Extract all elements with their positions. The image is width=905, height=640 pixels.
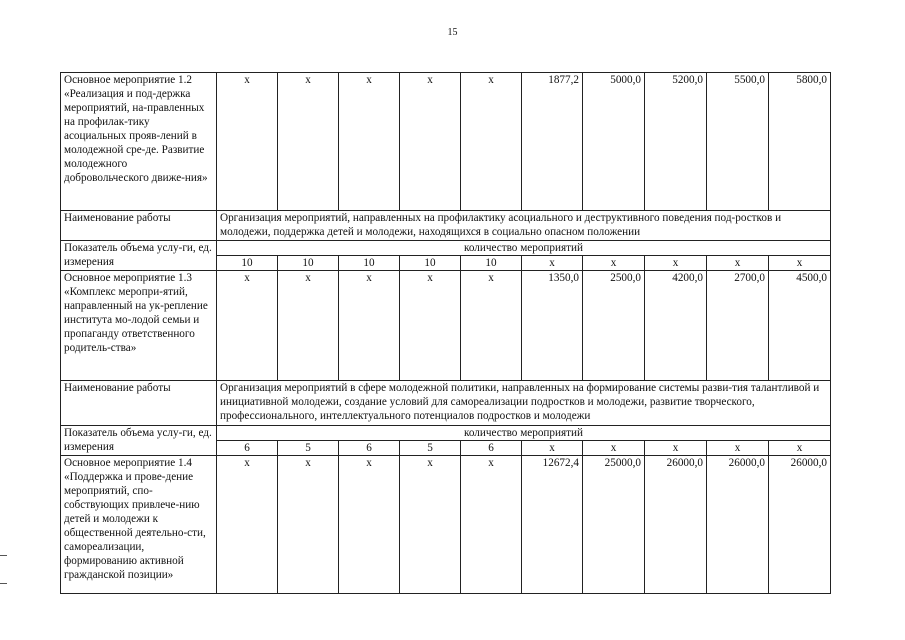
table-row: [61, 73, 831, 211]
indicator-label: Показатель объема услу-ги, ед. измерения: [61, 426, 217, 456]
amount-cell: 2700,0: [707, 271, 769, 381]
page-number: 15: [447, 27, 458, 38]
x-cell: х: [461, 456, 522, 594]
x-cell: х: [645, 256, 707, 271]
x-cell: х: [339, 456, 400, 594]
amount-cell: 5200,0: [645, 73, 707, 211]
x-cell: х: [400, 73, 461, 211]
x-cell: х: [400, 271, 461, 381]
amount-cell: 2500,0: [583, 271, 645, 381]
event-1-3-title: Основное мероприятие 1.3 «Комплекс меропри-ятий, направленный на ук-репление института мо-лодой семьи и пропаганду ответственного родитель-ства»: [61, 271, 217, 381]
table-row: [61, 381, 831, 426]
x-cell: х: [400, 456, 461, 594]
work-description: Организация мероприятий в сфере молодежной политики, направленных на формирование системы разви-тия талантливой и инициативной молодежи, создание условий для самореализации подростков и молодежи, развитие творческого, профессионального, интеллектуального потенциалов подростков и молодежи: [217, 381, 831, 426]
work-description: Организация мероприятий, направленных на профилактику асоциального и деструктивного поведения под-ростков и молодежи, поддержка детей и молодежи, находящихся в социально опасном положении: [217, 211, 831, 241]
x-cell: х: [217, 73, 278, 211]
x-cell: х: [217, 271, 278, 381]
amount-cell: 4500,0: [769, 271, 831, 381]
x-cell: х: [339, 271, 400, 381]
amount-cell: 25000,0: [583, 456, 645, 594]
amount-cell: 12672,4: [522, 456, 583, 594]
indicator-value: 6: [217, 441, 278, 456]
event-1-2-title: Основное мероприятие 1.2 «Реализация и под-держка мероприятий, на-правленных на профилак-тику асоциальных прояв-лений в молодежной сре-де. Развитие молодежного добровольческого движе-ния»: [61, 73, 217, 211]
x-cell: х: [278, 73, 339, 211]
margin-mark: [0, 583, 7, 584]
amount-cell: 26000,0: [645, 456, 707, 594]
amount-cell: 26000,0: [769, 456, 831, 594]
amount-cell: 1350,0: [522, 271, 583, 381]
indicator-unit: количество мероприятий: [217, 426, 831, 441]
table-row: [61, 211, 831, 241]
x-cell: х: [217, 456, 278, 594]
work-name-label: Наименование работы: [61, 211, 217, 241]
budget-table: [60, 72, 831, 594]
indicator-value: 5: [400, 441, 461, 456]
indicator-value: 10: [217, 256, 278, 271]
table-row: [61, 456, 831, 594]
table-row: [61, 241, 831, 256]
indicator-value: 6: [461, 441, 522, 456]
x-cell: х: [461, 271, 522, 381]
amount-cell: 5000,0: [583, 73, 645, 211]
indicator-value: 10: [400, 256, 461, 271]
indicator-value: 10: [339, 256, 400, 271]
x-cell: х: [583, 256, 645, 271]
x-cell: х: [769, 441, 831, 456]
event-1-4-title: Основное мероприятие 1.4 «Поддержка и прове-дение мероприятий, спо-собствующих привлече-нию детей и молодежи к общественной деятельно-сти, самореализации, формированию активной гражданской позиции»: [61, 456, 217, 594]
amount-cell: 26000,0: [707, 456, 769, 594]
x-cell: х: [461, 73, 522, 211]
x-cell: х: [522, 441, 583, 456]
indicator-unit: количество мероприятий: [217, 241, 831, 256]
indicator-value: 10: [278, 256, 339, 271]
x-cell: х: [522, 256, 583, 271]
x-cell: х: [583, 441, 645, 456]
x-cell: х: [278, 456, 339, 594]
indicator-value: 6: [339, 441, 400, 456]
x-cell: х: [278, 271, 339, 381]
x-cell: х: [707, 256, 769, 271]
amount-cell: 5800,0: [769, 73, 831, 211]
table-row: [61, 271, 831, 381]
x-cell: х: [707, 441, 769, 456]
x-cell: х: [645, 441, 707, 456]
amount-cell: 4200,0: [645, 271, 707, 381]
indicator-value: 5: [278, 441, 339, 456]
x-cell: х: [769, 256, 831, 271]
indicator-value: 10: [461, 256, 522, 271]
work-name-label: Наименование работы: [61, 381, 217, 426]
table-row: [61, 426, 831, 441]
indicator-label: Показатель объема услу-ги, ед. измерения: [61, 241, 217, 271]
x-cell: х: [339, 73, 400, 211]
amount-cell: 5500,0: [707, 73, 769, 211]
amount-cell: 1877,2: [522, 73, 583, 211]
margin-mark: [0, 555, 7, 556]
